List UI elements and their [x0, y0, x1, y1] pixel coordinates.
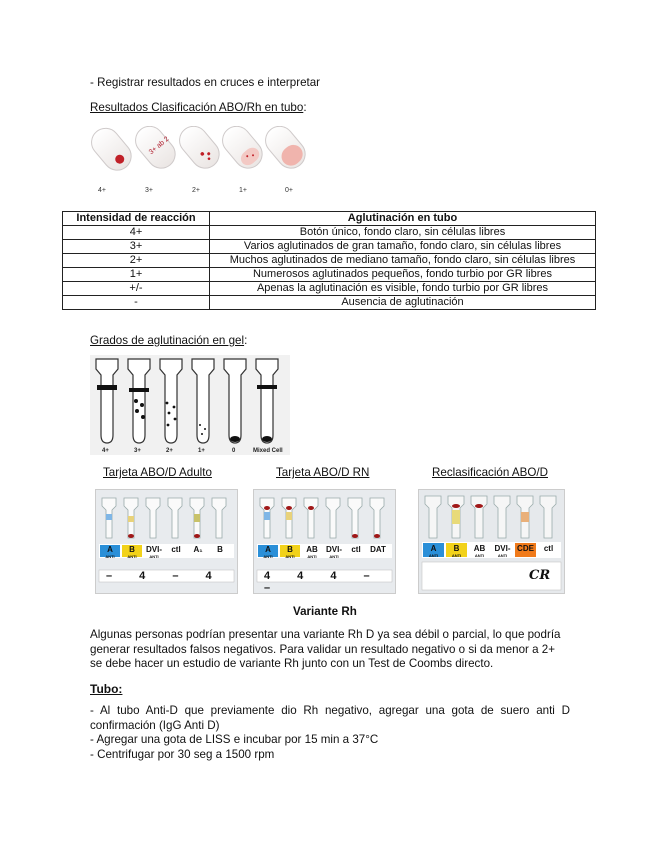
gel-photo-svg — [90, 355, 290, 455]
tube-section-title — [90, 101, 307, 115]
variant-line-2: generar resultados falsos negativos. Para validar un resultado negativo o si da menor a 2+ — [90, 642, 555, 656]
card-reclass-sub-ab: ANTI — [474, 553, 485, 558]
header-intensity: Intensidad de reacción — [63, 212, 210, 226]
cell-intensity: 3+ — [63, 240, 210, 254]
card-rn-label-a: A — [265, 545, 271, 554]
tubo-line-1: - Al tubo Anti-D que previamente dio Rh negativo, agregar una gota de suero anti D — [90, 704, 570, 717]
card-title-newborn: Tarjeta ABO/D RN — [276, 466, 370, 479]
cell-description: Numerosos aglutinados pequeños, fondo turbio por GR libres — [210, 268, 596, 282]
variant-heading: Variante Rh — [293, 605, 357, 618]
cell-description: Varios aglutinados de gran tamaño, fondo claro, sin células libres — [210, 240, 596, 254]
variant-line-1: Algunas personas podrían presentar una variante Rh D ya sea débil o parcial, lo que podría — [90, 628, 561, 641]
card-adult-results: – 4 – 4 — [106, 570, 224, 582]
card-adult-label-a: A — [107, 545, 113, 554]
tubo-heading: Tubo: — [90, 682, 123, 696]
cell-intensity: - — [63, 296, 210, 310]
card-reclass-label-a: A — [430, 544, 437, 553]
card-reclass-label-b: B — [453, 544, 460, 553]
card-adult-label-b-cell: B — [217, 545, 223, 554]
gel-section-title-text: Grados de aglutinación en gel — [90, 334, 245, 347]
tube-agglutination-photo — [88, 126, 328, 196]
cell-intensity: 1+ — [63, 268, 210, 282]
card-rn-label-ctl: ctl — [351, 545, 361, 554]
tube-label-4plus: 4+ — [98, 187, 106, 194]
tube-label-0plus: 0+ — [285, 187, 293, 194]
tubo-line-2: confirmación (IgG Anti D) — [90, 718, 220, 732]
cell-description: Botón único, fondo claro, sin células libres — [210, 226, 596, 240]
gel-agglutination-photo — [90, 355, 290, 455]
card-photo-reclassification — [418, 489, 565, 594]
tube-section-title-text: Resultados Clasificación ABO/Rh en tubo — [90, 101, 304, 114]
table-row — [63, 268, 596, 282]
tube-photo-svg — [88, 126, 328, 196]
cell-intensity: 4+ — [63, 226, 210, 240]
card-adult-sub-dvi: ANTI — [149, 554, 159, 559]
card-title-reclassification: Reclasificación ABO/D — [432, 466, 548, 479]
tube-label-1plus: 1+ — [239, 187, 247, 194]
card-reclass-label-cde: CDE — [517, 544, 534, 553]
gel-label-0: 0 — [232, 448, 236, 454]
tube-label-3plus: 3+ — [145, 187, 153, 194]
card-reclass-label-ctl: ctl — [543, 544, 554, 553]
card-rn-label-dat: DAT — [370, 545, 386, 554]
gel-section-colon: : — [244, 334, 248, 347]
card-reclass-handwritten: CR — [529, 568, 551, 583]
variant-line-3: se debe hacer un estudio de variante Rh junto con un Test de Coombs directo. — [90, 657, 494, 670]
card-rn-sub-a: ANTI — [263, 554, 273, 559]
card-rn-label-dvi: DVI- — [326, 545, 342, 554]
table-row — [63, 226, 596, 240]
cell-intensity: 2+ — [63, 254, 210, 268]
reaction-table — [62, 211, 596, 310]
table-header-row — [63, 212, 596, 226]
card-adult-sub-a: ANTI — [105, 554, 115, 559]
intro-line: - Registrar resultados en cruces e interpretar — [90, 76, 321, 89]
header-agglutination: Aglutinación en tubo — [210, 212, 596, 226]
card-rn-sub-dvi: ANTI — [329, 554, 339, 559]
card-reclass-label-ab: AB — [473, 544, 486, 553]
table-row — [63, 254, 596, 268]
card-photo-newborn — [253, 489, 396, 594]
card-rn-label-ab: AB — [306, 545, 318, 554]
variant-paragraph — [90, 628, 570, 672]
card-reclass-label-dvi: DVI- — [494, 544, 511, 553]
card-reclass-sub-a: ANTI — [428, 553, 439, 558]
tubo-instructions — [90, 704, 570, 762]
card-title-adult: Tarjeta ABO/D Adulto — [103, 466, 212, 479]
cell-description: Apenas la aglutinación es visible, fondo turbio por GR libres — [210, 282, 596, 296]
cell-intensity: +/- — [63, 282, 210, 296]
tube-photo-text: 3+ ab 2 — [147, 135, 171, 157]
table-row — [63, 282, 596, 296]
gel-label-4plus: 4+ — [102, 448, 109, 454]
gel-section-title — [90, 334, 247, 348]
gel-label-2plus: 2+ — [166, 448, 173, 454]
card-adult-label-b: B — [129, 545, 135, 554]
card-rn-sub-ab: ANTI — [307, 554, 317, 559]
cell-description: Muchos aglutinados de mediano tamaño, fondo claro, sin células libres — [210, 254, 596, 268]
tube-label-2plus: 2+ — [192, 187, 200, 194]
gel-label-1plus: 1+ — [198, 448, 205, 454]
table-row — [63, 296, 596, 310]
cell-description: Ausencia de aglutinación — [210, 296, 596, 310]
table-row — [63, 240, 596, 254]
tubo-line-4: - Centrifugar por 30 seg a 1500 rpm — [90, 747, 275, 761]
card-adult-label-a1: A₁ — [193, 545, 203, 554]
card-adult-label-ctl: ctl — [171, 545, 181, 554]
card-adult-label-dvi: DVI- — [146, 545, 162, 554]
card-adult-sub-b: ANTI — [127, 554, 137, 559]
gel-label-mixed-cell: Mixed Cell — [253, 448, 283, 454]
card-reclass-sub-dvi: ANTI — [497, 553, 508, 558]
card-rn-label-b: B — [287, 545, 293, 554]
gel-label-3plus: 3+ — [134, 448, 141, 454]
card-photo-adult — [95, 489, 238, 594]
card-rn-sub-b: ANTI — [285, 554, 295, 559]
card-reclass-sub-b: ANTI — [451, 553, 462, 558]
tube-section-colon: : — [303, 101, 307, 114]
card-rn-results: 4 4 4 – – — [264, 570, 382, 594]
tubo-line-3: - Agregar una gota de LISS e incubar por 15 min a 37°C — [90, 733, 379, 746]
